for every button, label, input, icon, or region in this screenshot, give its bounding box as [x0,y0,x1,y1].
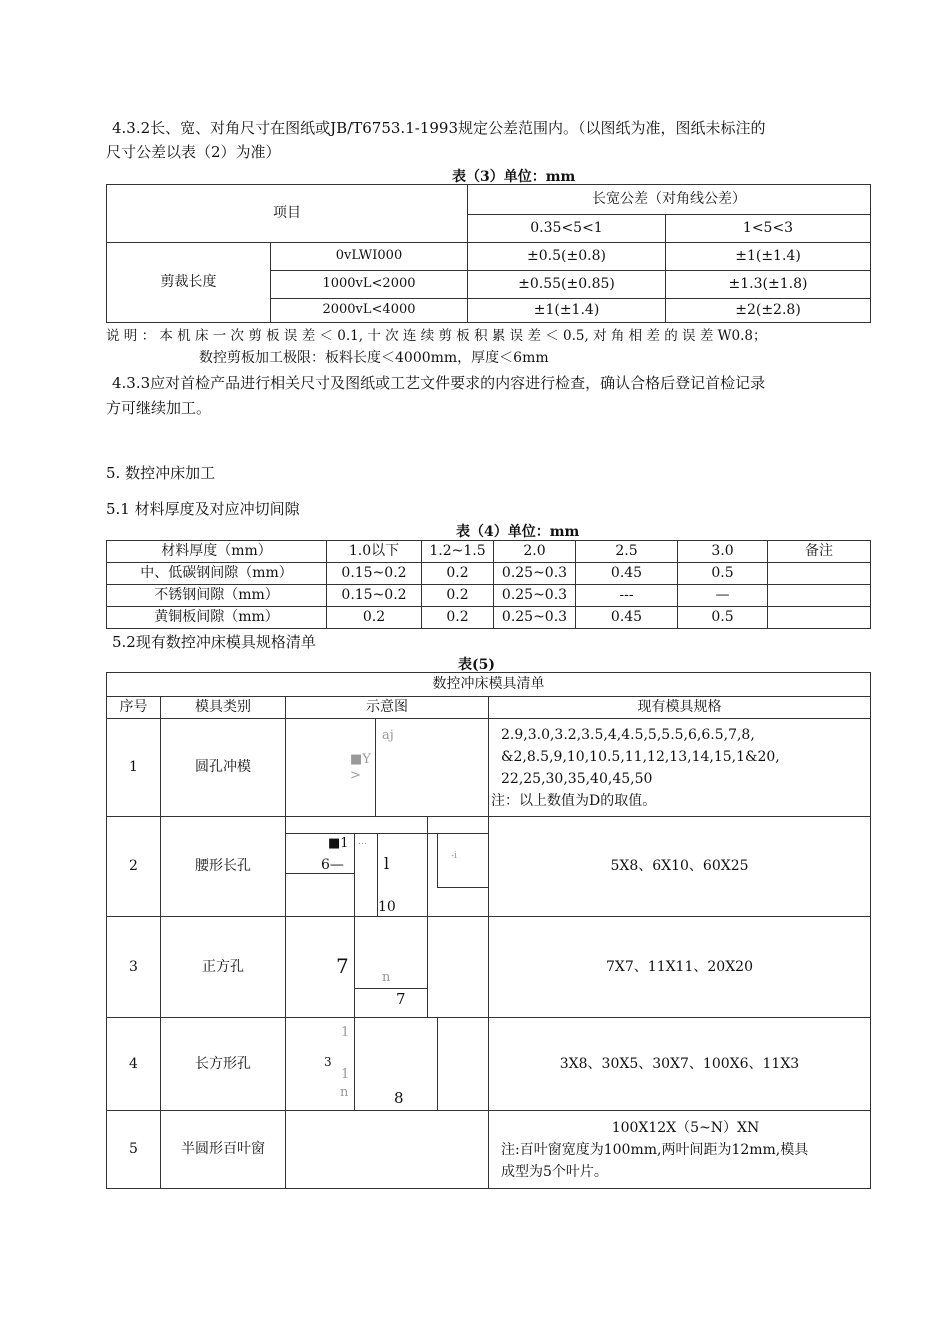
table5-no: 2 [107,817,161,917]
section-5-title: 5. 数控冲床加工 [106,464,216,482]
sketch-label: … [358,837,367,847]
table3-cell: ±0.5(±0.8) [468,243,666,271]
sketch-louver [286,1111,489,1189]
table4-cell: 0.2 [422,607,494,629]
para-4-3-3-line1: 4.3.3应对首检产品进行相关尺寸及图纸或工艺文件要求的内容进行检查，确认合格后登记首检记录 [112,374,766,392]
table4-cell: 0.25~0.3 [494,563,576,585]
sketch-label: ■1 [328,836,349,851]
table4-cell: 黄铜板间隙（mm） [107,607,327,629]
table3-sub-a: 0.35<5<1 [468,215,666,243]
table3-cell: ±2(±2.8) [666,299,871,323]
table4-cell [768,585,871,607]
sketch-label: 3 [324,1055,332,1069]
section-5-1-title: 5.1 材料厚度及对应冲切间隙 [106,500,300,518]
spec-line: 2.9,3.0,3.2,3.5,4,4.5,5,5.5,6,6.5,7,8, [501,726,755,743]
sketch-label: -i [451,851,457,861]
sketch-label: 8 [394,1089,404,1107]
note-line2: 数控剪板加工极限：板料长度＜4000mm，厚度＜6mm [199,350,549,366]
table4-cell: --- [576,585,678,607]
table5-no: 5 [107,1111,161,1189]
table5-type: 半圆形百叶窗 [161,1111,286,1189]
sketch-round-punch [286,719,489,817]
sketch-label: n [382,970,391,985]
table5-type: 长方形孔 [161,1018,286,1111]
sketch-label: 1 [341,1025,350,1040]
table3-cell: ±1(±1.4) [468,299,666,323]
table4-cell: 0.5 [678,607,768,629]
sketch-label: n [340,1085,349,1100]
table4-header: 2.5 [576,541,678,563]
table4-cell: 0.2 [422,585,494,607]
table4-cell [768,607,871,629]
table3 [106,184,871,323]
table3-caption: 表（3）单位：mm [452,169,576,185]
table4-cell: 0.45 [576,563,678,585]
table5-spec: 7X7、11X11、20X20 [489,917,871,1018]
table5-spec: 5X8、6X10、60X25 [489,817,871,917]
table5-no: 1 [107,719,161,817]
table4-cell: 0.2 [327,607,422,629]
table5-type: 圆孔冲模 [161,719,286,817]
spec-note: 注:百叶窗宽度为100mm,两叶间距为12mm,模具 [501,1141,809,1158]
spec-note: 注：以上数值为D的取值。 [491,792,657,809]
sketch-square-punch [286,917,489,1018]
table4-caption: 表（4）单位：mm [456,524,580,540]
sketch-label: 7 [396,990,406,1008]
sketch-label: 7 [336,954,349,978]
table5-title: 数控冲床模具清单 [107,673,871,697]
sketch-label: 6— [321,857,344,873]
table4-cell: 0.15~0.2 [327,585,422,607]
table3-group-header: 长宽公差（对角线公差） [468,185,871,215]
sketch-label: > [350,768,361,783]
table3-cell: ±0.55(±0.85) [468,271,666,299]
table4-cell: 中、低碳钢间隙（mm） [107,563,327,585]
table4-header: 2.0 [494,541,576,563]
section-5-2-title: 5.2现有数控冲床模具规格清单 [112,633,316,651]
para-4-3-2-line2: 尺寸公差以表（2）为准） [106,143,281,161]
table5-no: 3 [107,917,161,1018]
note-line1: 说 明 ： 本 机 床 一 次 剪 板 误 差 ＜ 0.1, 十 次 连 续 剪 板 积 累 误 差 ＜ 0.5, 对 角 相 差 的 误 差 W0.8； [106,328,767,344]
table4-cell: 0.45 [576,607,678,629]
table5-caption: 表(5) [458,657,495,673]
sketch-label: ■Y [350,752,371,767]
table5-header: 序号 [107,697,161,719]
table3-range: 2000vL<4000 [271,299,468,323]
table4-cell: 0.25~0.3 [494,585,576,607]
table4-cell: 0.15~0.2 [327,563,422,585]
table4-header: 1.2~1.5 [422,541,494,563]
table5-no: 4 [107,1018,161,1111]
sketch-label: aj [382,728,394,743]
table4-header: 材料厚度（mm） [107,541,327,563]
sketch-label: l [384,854,390,873]
table3-range: 0vLWI000 [271,243,468,271]
table4-header: 备注 [768,541,871,563]
para-4-3-2-line1: 4.3.2长、宽、对角尺寸在图纸或JB/T6753.1-1993规定公差范围内。（以图纸为准，图纸未标注的 [112,119,766,137]
table5-header: 现有模具规格 [489,697,871,719]
table3-item-header: 项目 [107,185,468,243]
table4-cell: 不锈钢间隙（mm） [107,585,327,607]
sketch-label: 10 [378,899,396,915]
table5-type: 正方孔 [161,917,286,1018]
table4-cell: 0.5 [678,563,768,585]
table5-type: 腰形长孔 [161,817,286,917]
table4-cell: — [678,585,768,607]
table3-row-label: 剪裁长度 [107,243,271,323]
sketch-slot-punch [286,817,489,917]
table5 [106,672,871,1189]
table4-cell: 0.2 [422,563,494,585]
sketch-rect-punch [286,1018,489,1111]
table3-range: 1000vL<2000 [271,271,468,299]
table3-cell: ±1.3(±1.8) [666,271,871,299]
spec-line: 22,25,30,35,40,45,50 [501,770,653,787]
sketch-label: 1 [341,1067,350,1082]
table3-cell: ±1(±1.4) [666,243,871,271]
table5-header: 模具类别 [161,697,286,719]
para-4-3-3-line2: 方可继续加工。 [106,399,212,417]
table3-sub-b: 1<5<3 [666,215,871,243]
table4-cell: 0.25~0.3 [494,607,576,629]
spec-note: 成型为5个叶片。 [501,1163,608,1180]
table5-spec: 3X8、30X5、30X7、100X6、11X3 [489,1018,871,1111]
spec-line: &2,8.5,9,10,10.5,11,12,13,14,15,1&20, [501,748,780,765]
table4-header: 1.0以下 [327,541,422,563]
table4-cell [768,563,871,585]
table5-header: 示意图 [286,697,489,719]
table4 [106,540,871,629]
spec-line: 100X12X（5~N）XN [611,1119,760,1136]
table4-header: 3.0 [678,541,768,563]
